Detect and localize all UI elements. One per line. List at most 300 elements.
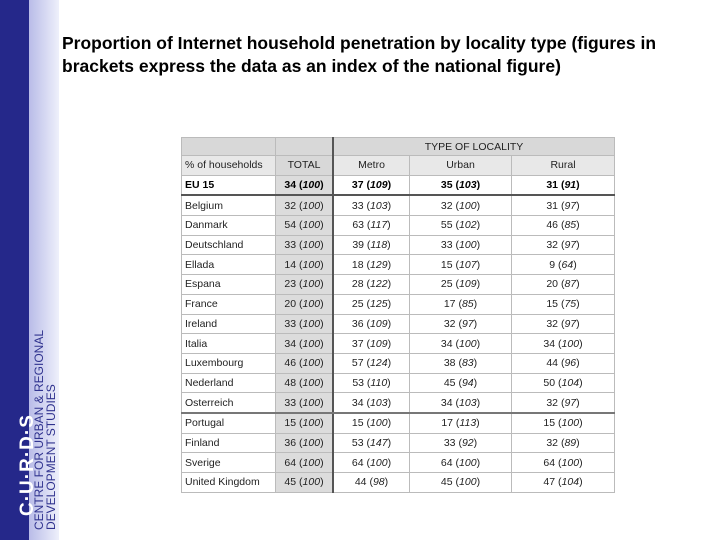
- bracket: (: [364, 219, 371, 232]
- bracket: (: [452, 278, 460, 291]
- locality-table: [181, 137, 615, 493]
- bracket: (: [296, 337, 303, 350]
- cell-value: 36: [351, 317, 364, 330]
- cell-value: 9: [549, 258, 556, 271]
- bracket: (: [558, 357, 565, 370]
- table-cell: [276, 294, 334, 314]
- cell-index: 85: [564, 219, 577, 232]
- bracket: ): [579, 337, 583, 350]
- bracket: ): [387, 199, 392, 212]
- table-row: [182, 216, 615, 236]
- bracket: (: [452, 337, 460, 350]
- table-cell: [410, 393, 512, 413]
- cell-index: 100: [459, 239, 477, 252]
- bracket: ): [320, 436, 324, 449]
- cell-value: 53: [352, 376, 364, 389]
- bracket: ): [476, 179, 481, 192]
- cell-value: 50: [543, 376, 556, 389]
- cell-value: 46: [284, 357, 297, 370]
- bracket: (: [364, 376, 371, 389]
- cell-index: 109: [370, 317, 388, 330]
- table-cell: [512, 334, 615, 354]
- cell-index: 100: [302, 396, 321, 409]
- bracket: ): [476, 219, 481, 232]
- cell-value: 32: [546, 396, 559, 409]
- table-cell: [333, 175, 410, 195]
- table-cell: [276, 314, 334, 334]
- cell-index: 107: [459, 258, 477, 271]
- table-cell: [512, 294, 615, 314]
- table-cell: [410, 216, 512, 236]
- cell-value: 33: [443, 436, 456, 449]
- bracket: ): [476, 337, 481, 350]
- cell-index: 100: [302, 476, 321, 489]
- table-cell: [276, 216, 334, 236]
- bracket: ): [576, 199, 580, 212]
- table-row: [182, 393, 615, 413]
- table-cell: [276, 195, 334, 215]
- centre-name: [33, 330, 57, 530]
- bracket: ): [473, 298, 478, 311]
- bracket: ): [579, 456, 583, 469]
- row-label: Belgium: [182, 195, 276, 215]
- cell-index: 100: [302, 436, 321, 449]
- cell-value: 15: [351, 417, 364, 430]
- table-cell: [410, 473, 512, 493]
- cell-value: 20: [284, 298, 297, 311]
- bracket: ): [576, 396, 580, 409]
- bracket: (: [296, 258, 303, 271]
- cell-index: 147: [370, 436, 388, 449]
- bracket: (: [296, 436, 303, 449]
- bracket: (: [363, 396, 371, 409]
- bracket: ): [387, 456, 392, 469]
- cell-value: 53: [351, 436, 364, 449]
- cell-index: 102: [459, 219, 477, 232]
- bracket: ): [476, 396, 481, 409]
- table-cell: [333, 433, 410, 453]
- bracket: (: [452, 219, 460, 232]
- cell-index: 100: [302, 278, 321, 291]
- centre-name-line1: CENTRE FOR URBAN & REGIONAL: [32, 329, 46, 530]
- bracket: ): [387, 258, 392, 271]
- cell-index: 110: [370, 376, 388, 389]
- cell-index: 100: [302, 357, 321, 370]
- bracket: ): [473, 317, 478, 330]
- bracket: (: [363, 179, 371, 192]
- bracket: ): [476, 239, 481, 252]
- bracket: (: [296, 476, 303, 489]
- bracket: (: [296, 456, 303, 469]
- cell-value: 44: [354, 476, 367, 489]
- cell-value: 17: [443, 298, 456, 311]
- cell-index: 89: [564, 436, 577, 449]
- cell-index: 100: [561, 456, 580, 469]
- cell-value: 32: [546, 317, 559, 330]
- cell-index: 100: [459, 199, 477, 212]
- cell-value: 45: [443, 376, 456, 389]
- cell-index: 100: [302, 199, 321, 212]
- table-cell: [410, 235, 512, 255]
- cell-value: 20: [546, 278, 559, 291]
- table-row: [182, 334, 615, 354]
- bracket: ): [576, 239, 580, 252]
- cell-index: 97: [564, 396, 577, 409]
- bracket: (: [296, 376, 303, 389]
- bracket: (: [455, 317, 462, 330]
- cell-index: 129: [370, 258, 388, 271]
- row-label: Finland: [182, 433, 276, 453]
- table-cell: [512, 373, 615, 393]
- cell-value: 17: [441, 417, 453, 430]
- col-header-total: TOTAL: [276, 156, 334, 176]
- table-cell: [410, 373, 512, 393]
- bracket: (: [455, 436, 462, 449]
- bracket: (: [558, 239, 565, 252]
- row-label: Deutschland: [182, 235, 276, 255]
- bracket: ): [384, 476, 389, 489]
- table-cell: [276, 275, 334, 295]
- col-header-urban: Urban: [410, 156, 512, 176]
- bracket: (: [558, 317, 565, 330]
- cell-value: 64: [440, 456, 453, 469]
- bracket: ): [320, 179, 324, 192]
- table-cell: [410, 314, 512, 334]
- table-cell: [512, 235, 615, 255]
- bracket: (: [452, 199, 460, 212]
- col-header-rural: Rural: [512, 156, 615, 176]
- bracket: (: [453, 417, 460, 430]
- bracket: ): [476, 278, 481, 291]
- table-cell: [512, 195, 615, 215]
- table-cell: [333, 413, 410, 433]
- bracket: (: [363, 436, 371, 449]
- cell-index: 75: [564, 298, 577, 311]
- bracket: (: [296, 239, 303, 252]
- cell-value: 15: [440, 258, 453, 271]
- table-cell: [410, 413, 512, 433]
- cell-index: 109: [370, 179, 388, 192]
- bracket: ): [576, 179, 580, 192]
- cell-value: 34: [543, 337, 556, 350]
- cell-index: 104: [561, 376, 580, 389]
- table-cell: [276, 413, 334, 433]
- bracket: ): [320, 219, 324, 232]
- bracket: (: [363, 199, 371, 212]
- table-cell: [333, 195, 410, 215]
- cell-index: 100: [561, 337, 580, 350]
- cell-index: 100: [302, 456, 321, 469]
- cell-value: 55: [440, 219, 453, 232]
- bracket: ): [579, 417, 583, 430]
- row-label: Portugal: [182, 413, 276, 433]
- cell-index: 83: [461, 357, 474, 370]
- cell-value: 48: [284, 376, 297, 389]
- bracket: ): [473, 436, 478, 449]
- bracket: ): [320, 258, 324, 271]
- bracket: (: [555, 376, 562, 389]
- cell-value: 39: [352, 239, 364, 252]
- bracket: (: [296, 199, 303, 212]
- table-row: [182, 195, 615, 215]
- table-cell: [276, 235, 334, 255]
- bracket: ): [473, 357, 478, 370]
- bracket: ): [576, 357, 580, 370]
- bracket: ): [387, 239, 391, 252]
- cell-index: 92: [461, 436, 474, 449]
- table-cell: [512, 175, 615, 195]
- table-cell: [512, 393, 615, 413]
- cell-index: 100: [370, 456, 388, 469]
- table-cell: [512, 353, 615, 373]
- bracket: ): [320, 199, 324, 212]
- cell-index: 97: [564, 239, 577, 252]
- cell-value: 33: [284, 396, 297, 409]
- table-row: [182, 413, 615, 433]
- table-cell: [333, 275, 410, 295]
- cell-value: 37: [351, 179, 364, 192]
- cell-value: 63: [352, 219, 364, 232]
- bracket: ): [320, 317, 324, 330]
- cell-value: 34: [284, 179, 297, 192]
- bracket: ): [476, 258, 481, 271]
- bracket: ): [320, 298, 324, 311]
- table-cell: [512, 255, 615, 275]
- bracket: (: [296, 357, 303, 370]
- cell-index: 100: [459, 476, 477, 489]
- table-cell: [276, 473, 334, 493]
- bracket: (: [555, 456, 562, 469]
- bracket: ): [576, 298, 580, 311]
- row-label: United Kingdom: [182, 473, 276, 493]
- cell-value: 34: [440, 337, 453, 350]
- bracket: (: [452, 179, 460, 192]
- cell-index: 109: [370, 337, 388, 350]
- table-row: [182, 275, 615, 295]
- table-cell: [276, 393, 334, 413]
- bracket: (: [555, 417, 562, 430]
- bracket: ): [387, 278, 392, 291]
- cell-index: 118: [370, 239, 388, 252]
- table-row: [182, 235, 615, 255]
- bracket: (: [296, 417, 303, 430]
- cell-value: 45: [284, 476, 297, 489]
- row-label: Italia: [182, 334, 276, 354]
- table-cell: [333, 216, 410, 236]
- group-header: TYPE OF LOCALITY: [333, 138, 615, 156]
- bracket: (: [452, 456, 460, 469]
- table-row: [182, 175, 615, 195]
- table-cell: [333, 373, 410, 393]
- cell-index: 104: [561, 476, 580, 489]
- bracket: (: [363, 337, 371, 350]
- bracket: ): [387, 436, 392, 449]
- bracket: (: [363, 417, 371, 430]
- cell-index: 103: [370, 396, 388, 409]
- bracket: (: [558, 179, 565, 192]
- cell-value: 36: [284, 436, 297, 449]
- cell-value: 18: [351, 258, 364, 271]
- cell-index: 100: [302, 179, 321, 192]
- cell-index: 103: [370, 199, 388, 212]
- cell-value: 34: [351, 396, 364, 409]
- table-row: [182, 353, 615, 373]
- bracket: (: [366, 476, 373, 489]
- bracket: ): [387, 179, 392, 192]
- cell-value: 47: [543, 476, 556, 489]
- cell-index: 122: [370, 278, 388, 291]
- bracket: ): [576, 219, 580, 232]
- table-row: [182, 314, 615, 334]
- bracket: ): [387, 219, 391, 232]
- bracket: (: [296, 317, 303, 330]
- curds-logo: C·U·R·D·S: [17, 414, 38, 516]
- table-row: [182, 373, 615, 393]
- bracket: (: [555, 476, 562, 489]
- cell-value: 33: [284, 239, 297, 252]
- bracket: (: [296, 298, 303, 311]
- col-header-label: % of households: [182, 156, 276, 176]
- cell-value: 28: [351, 278, 364, 291]
- bracket: ): [579, 376, 583, 389]
- cell-value: 32: [546, 239, 559, 252]
- table-cell: [410, 453, 512, 473]
- table-cell: [410, 334, 512, 354]
- row-label: Nederland: [182, 373, 276, 393]
- bracket: ): [573, 258, 577, 271]
- bracket: ): [387, 317, 392, 330]
- cell-value: 64: [543, 456, 556, 469]
- table-cell: [333, 473, 410, 493]
- bracket: ): [576, 317, 580, 330]
- table-cell: [512, 433, 615, 453]
- row-label: Osterreich: [182, 393, 276, 413]
- bracket: (: [452, 239, 460, 252]
- table-cell: [333, 294, 410, 314]
- table-cell: [333, 235, 410, 255]
- bracket: (: [363, 317, 371, 330]
- cell-index: 103: [459, 179, 477, 192]
- table-cell: [333, 353, 410, 373]
- table-row: [182, 433, 615, 453]
- table-cell: [410, 195, 512, 215]
- slide-title: Proportion of Internet household penetration by locality type (figures in brackets express the data as an index of the national figure): [62, 33, 657, 76]
- table-cell: [333, 255, 410, 275]
- cell-value: 33: [440, 239, 453, 252]
- table-cell: [276, 453, 334, 473]
- bracket: ): [579, 476, 583, 489]
- cell-index: 125: [370, 298, 388, 311]
- cell-value: 46: [546, 219, 559, 232]
- row-label: Ellada: [182, 255, 276, 275]
- bracket: ): [320, 396, 324, 409]
- bracket: ): [476, 476, 481, 489]
- table-cell: [512, 473, 615, 493]
- cell-index: 117: [370, 219, 388, 232]
- bracket: ): [320, 357, 324, 370]
- bracket: (: [558, 298, 565, 311]
- cell-index: 97: [461, 317, 474, 330]
- row-label: Luxembourg: [182, 353, 276, 373]
- row-label: Danmark: [182, 216, 276, 236]
- cell-index: 100: [302, 337, 321, 350]
- cell-value: 25: [440, 278, 453, 291]
- cell-value: 32: [440, 199, 453, 212]
- cell-value: 45: [440, 476, 453, 489]
- cell-value: 15: [543, 417, 556, 430]
- bracket: (: [558, 278, 565, 291]
- cell-value: 32: [546, 436, 559, 449]
- header-empty: [182, 138, 276, 156]
- cell-index: 98: [372, 476, 385, 489]
- bracket: ): [476, 199, 481, 212]
- table-cell: [410, 275, 512, 295]
- bracket: (: [296, 278, 303, 291]
- bracket: ): [387, 376, 391, 389]
- bracket: (: [558, 396, 565, 409]
- bracket: ): [576, 278, 580, 291]
- bracket: ): [476, 417, 480, 430]
- table-cell: [512, 216, 615, 236]
- cell-index: 87: [564, 278, 577, 291]
- bracket: (: [455, 357, 462, 370]
- cell-value: 23: [284, 278, 297, 291]
- bracket: ): [576, 436, 580, 449]
- table-cell: [276, 255, 334, 275]
- table-cell: [276, 373, 334, 393]
- cell-value: 34: [440, 396, 453, 409]
- table-cell: [333, 393, 410, 413]
- table-cell: [276, 334, 334, 354]
- bracket: ): [320, 456, 324, 469]
- cell-value: 38: [443, 357, 456, 370]
- cell-value: 57: [351, 357, 364, 370]
- bracket: (: [296, 179, 303, 192]
- cell-index: 100: [302, 258, 321, 271]
- cell-index: 109: [459, 278, 477, 291]
- table-cell: [333, 334, 410, 354]
- centre-name-line2: DEVELOPMENT STUDIES: [44, 384, 58, 530]
- cell-index: 97: [564, 317, 577, 330]
- table-cell: [276, 353, 334, 373]
- bracket: ): [387, 298, 392, 311]
- cell-index: 100: [302, 239, 321, 252]
- bracket: (: [558, 436, 565, 449]
- bracket: (: [455, 298, 462, 311]
- table-cell: [410, 175, 512, 195]
- cell-value: 15: [284, 417, 297, 430]
- bracket: (: [452, 396, 460, 409]
- cell-index: 113: [459, 417, 477, 430]
- cell-value: 44: [546, 357, 559, 370]
- bracket: (: [452, 476, 460, 489]
- cell-index: 100: [561, 417, 580, 430]
- bracket: (: [558, 219, 565, 232]
- cell-value: 32: [443, 317, 456, 330]
- row-label: Ireland: [182, 314, 276, 334]
- cell-index: 100: [370, 417, 388, 430]
- table-row: [182, 473, 615, 493]
- table-cell: [333, 314, 410, 334]
- bracket: ): [320, 476, 324, 489]
- row-label: Sverige: [182, 453, 276, 473]
- cell-value: 31: [546, 199, 559, 212]
- bracket: ): [320, 417, 324, 430]
- cell-value: 34: [284, 337, 297, 350]
- cell-value: 25: [351, 298, 364, 311]
- cell-index: 103: [459, 396, 477, 409]
- cell-value: 33: [351, 199, 364, 212]
